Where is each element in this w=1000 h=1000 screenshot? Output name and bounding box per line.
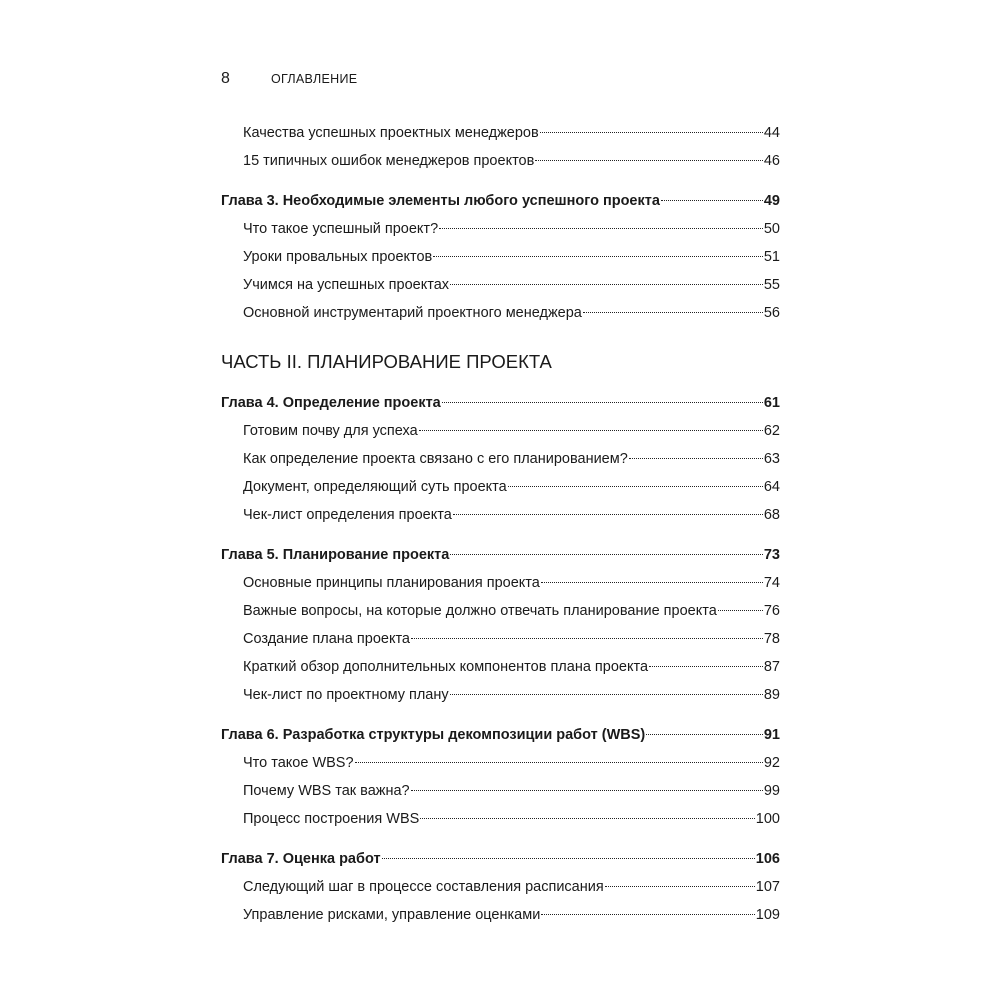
chapter-title: Глава 5. Планирование проекта	[221, 547, 450, 563]
toc-entry-title: Учимся на успешных проектах	[243, 277, 450, 293]
toc-entry-title: 15 типичных ошибок менеджеров проектов	[243, 153, 535, 169]
dot-leader	[541, 582, 763, 583]
toc-entry-title: Основной инструментарий проектного менеджера	[243, 305, 582, 321]
toc-entry-title: Основные принципы планирования проекта	[243, 575, 540, 591]
toc-entry-page: 89	[763, 687, 780, 703]
dot-leader	[439, 228, 763, 229]
toc-entry-title: Важные вопросы, на которые должно отвечать планирование проекта	[243, 603, 717, 619]
toc-entry[interactable]	[221, 625, 780, 653]
toc-entry-page: 44	[763, 125, 780, 141]
toc-entry-page: 87	[763, 659, 780, 675]
chapter-title: Глава 7. Оценка работ	[221, 851, 381, 867]
toc-entry[interactable]	[221, 901, 780, 929]
running-title: ОГЛАВЛЕНИЕ	[271, 72, 358, 86]
toc-entry-page: 63	[763, 451, 780, 467]
page-number: 8	[221, 70, 230, 87]
toc-chapter-4[interactable]	[221, 389, 780, 417]
toc-entry-page: 68	[763, 507, 780, 523]
toc-entry-page: 107	[755, 879, 780, 895]
toc-entry[interactable]	[221, 215, 780, 243]
chapter-title: Глава 4. Определение проекта	[221, 395, 441, 411]
dot-leader	[442, 402, 763, 403]
toc-entry-title: Создание плана проекта	[243, 631, 410, 647]
toc-entry[interactable]	[221, 147, 780, 175]
toc-entry[interactable]	[221, 805, 780, 833]
toc-entry-title: Чек-лист по проектному плану	[243, 687, 449, 703]
toc-entry-page: 100	[755, 811, 780, 827]
toc-entry-title: Почему WBS так важна?	[243, 783, 410, 799]
toc-entry-title: Следующий шаг в процессе составления расписания	[243, 879, 604, 895]
dot-leader	[605, 886, 755, 887]
toc-entry-title: Как определение проекта связано с его планированием?	[243, 451, 628, 467]
chapter-page: 91	[763, 727, 780, 743]
toc-entry-page: 109	[755, 907, 780, 923]
dot-leader	[450, 284, 763, 285]
toc-entry-page: 76	[763, 603, 780, 619]
chapter-page: 61	[763, 395, 780, 411]
dot-leader	[508, 486, 763, 487]
dot-leader	[355, 762, 763, 763]
dot-leader	[419, 430, 763, 431]
chapter-page: 73	[763, 547, 780, 563]
dot-leader	[411, 790, 763, 791]
toc-entry[interactable]	[221, 501, 780, 529]
toc-entry-page: 64	[763, 479, 780, 495]
toc-chapter-6[interactable]	[221, 721, 780, 749]
toc-entry-page: 46	[763, 153, 780, 169]
toc-entry[interactable]	[221, 473, 780, 501]
toc-entry-page: 99	[763, 783, 780, 799]
chapter-page: 106	[755, 851, 780, 867]
part-heading	[221, 339, 780, 385]
toc-entry-title: Что такое WBS?	[243, 755, 354, 771]
part-title: ПЛАНИРОВАНИЕ ПРОЕКТА	[307, 351, 552, 372]
table-of-contents	[221, 119, 780, 929]
toc-chapter-7[interactable]	[221, 845, 780, 873]
toc-entry-page: 50	[763, 221, 780, 237]
toc-entry-title: Процесс построения WBS	[243, 811, 420, 827]
toc-entry-title: Управление рисками, управление оценками	[243, 907, 541, 923]
dot-leader	[450, 554, 763, 555]
toc-entry-page: 92	[763, 755, 780, 771]
toc-entry-title: Краткий обзор дополнительных компонентов плана проекта	[243, 659, 649, 675]
dot-leader	[718, 610, 763, 611]
dot-leader	[646, 734, 763, 735]
dot-leader	[433, 256, 763, 257]
toc-entry-page: 74	[763, 575, 780, 591]
toc-entry[interactable]	[221, 417, 780, 445]
toc-entry[interactable]	[221, 271, 780, 299]
dot-leader	[450, 694, 763, 695]
toc-chapter-3[interactable]	[221, 187, 780, 215]
toc-entry[interactable]	[221, 597, 780, 625]
toc-entry-title: Уроки провальных проектов	[243, 249, 433, 265]
part-label: ЧАСТЬ II.	[221, 351, 303, 372]
dot-leader	[382, 858, 755, 859]
chapter-title: Глава 6. Разработка структуры декомпозиции работ (WBS)	[221, 727, 646, 743]
toc-entry-title: Документ, определяющий суть проекта	[243, 479, 507, 495]
page-header	[221, 70, 357, 88]
toc-entry[interactable]	[221, 749, 780, 777]
toc-entry[interactable]	[221, 873, 780, 901]
dot-leader	[541, 914, 754, 915]
toc-entry[interactable]	[221, 777, 780, 805]
toc-entry-page: 55	[763, 277, 780, 293]
dot-leader	[453, 514, 763, 515]
dot-leader	[540, 132, 763, 133]
toc-entry-page: 62	[763, 423, 780, 439]
toc-entry-title: Качества успешных проектных менеджеров	[243, 125, 539, 141]
toc-entry[interactable]	[221, 653, 780, 681]
dot-leader	[420, 818, 754, 819]
toc-entry[interactable]	[221, 243, 780, 271]
toc-chapter-5[interactable]	[221, 541, 780, 569]
toc-entry-page: 56	[763, 305, 780, 321]
toc-entry-page: 51	[763, 249, 780, 265]
toc-entry-title: Готовим почву для успеха	[243, 423, 418, 439]
toc-entry-page: 78	[763, 631, 780, 647]
dot-leader	[535, 160, 763, 161]
toc-entry[interactable]	[221, 445, 780, 473]
chapter-page: 49	[763, 193, 780, 209]
toc-entry[interactable]	[221, 681, 780, 709]
toc-entry[interactable]	[221, 569, 780, 597]
toc-entry-title: Чек-лист определения проекта	[243, 507, 452, 523]
toc-entry[interactable]	[221, 119, 780, 147]
dot-leader	[649, 666, 763, 667]
toc-entry[interactable]	[221, 299, 780, 327]
toc-entry-title: Что такое успешный проект?	[243, 221, 439, 237]
dot-leader	[629, 458, 763, 459]
dot-leader	[411, 638, 763, 639]
dot-leader	[661, 200, 763, 201]
dot-leader	[583, 312, 763, 313]
chapter-title: Глава 3. Необходимые элементы любого успешного проекта	[221, 193, 660, 209]
